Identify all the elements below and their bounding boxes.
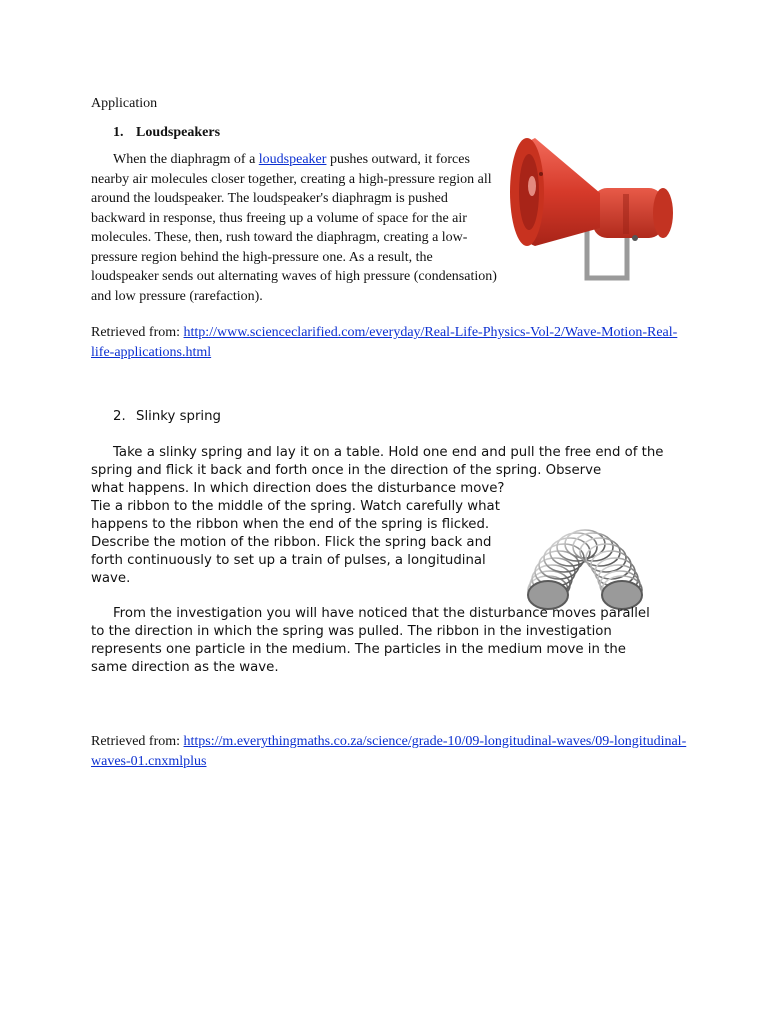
item-title: Slinky spring <box>136 409 221 424</box>
investigation-conclusion-paragraph <box>91 605 651 677</box>
paragraph-text: From the investigation you will have noticed that the disturbance moves parallel to the direction in which the spring was pulled. The ribbon in the investigation represents one particle in the medium. The particles in the medium move in the same direction as the wave. <box>91 606 650 675</box>
item-heading-slinky <box>113 408 221 426</box>
section-heading: Application <box>91 96 158 111</box>
item-heading-loudspeakers <box>113 123 220 143</box>
paragraph-text: When the diaphragm of a <box>113 152 259 167</box>
paragraph-text: what happens. In which direction does the disturbance move? Tie a ribbon to the middle of the spring. Watch carefully what happens to the ribbon when the end of the spring is flicked. Describe the motion of the ribbon. Flick the spring back and forth continuously to set up a train of pulses, a longitudinal wave. <box>91 481 505 586</box>
loudspeaker-image <box>505 128 675 288</box>
retrieved-from-1 <box>91 323 691 362</box>
retrieved-from-2 <box>91 732 691 771</box>
paragraph-text: pushes outward, it forces nearby air molecules closer together, creating a high-pressure region all around the loudspeaker. The loudspeaker's diaphragm is pushed backward in response, thus freeing up a volume of space for the air molecules. These, then, rush toward the diaphragm, creating a low-pressure region behind the high-pressure one. As a result, the loudspeaker sends out alternating waves of high pressure (condensation) and low pressure (rarefaction). <box>91 152 497 304</box>
slinky-paragraph-continued <box>91 480 511 588</box>
slinky-paragraph-intro <box>91 444 671 480</box>
paragraph-text: Take a slinky spring and lay it on a table. Hold one end and pull the free end of the spring and flick it back and forth once in the direction of the spring. Observe <box>91 445 664 478</box>
item-number: 2. <box>113 409 126 424</box>
item-number: 1. <box>113 125 124 140</box>
loudspeaker-paragraph <box>91 150 501 306</box>
retrieved-label: Retrieved from: <box>91 325 184 340</box>
loudspeaker-link[interactable]: loudspeaker <box>258 152 327 167</box>
scienceclarified-link[interactable]: http://www.scienceclarified.com/everyday/Real-Life-Physics-Vol-2/Wave-Motion-Real-life-applications.html <box>91 325 678 360</box>
everythingmaths-link[interactable]: https://m.everythingmaths.co.za/science/grade-10/09-longitudinal-waves/09-longitudinal-waves-01.cnxmlplus <box>91 734 687 769</box>
retrieved-label: Retrieved from: <box>91 734 184 749</box>
item-title: Loudspeakers <box>136 125 221 140</box>
